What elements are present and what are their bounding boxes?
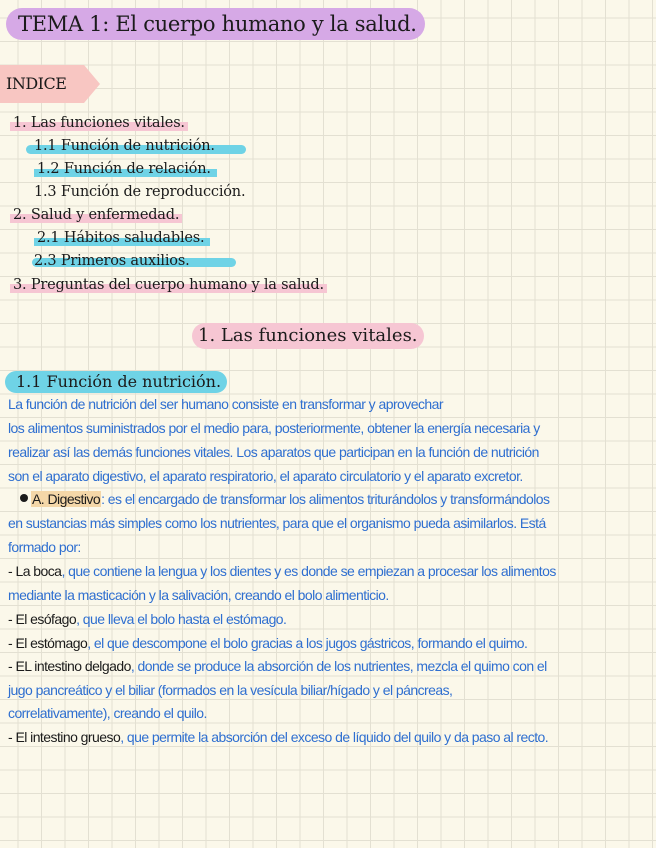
toc-item-2-3: 2.3 Primeros auxilios. <box>34 253 190 269</box>
intro-line: realizar así las demás funciones vitales. Los aparatos que participan en la función de nutrición <box>8 444 539 460</box>
toc-item-2: 2. Salud y enfermedad. <box>10 205 182 225</box>
organ-intestino-delgado: - EL intestino delgado, donde se produce la absorción de los nutrientes, mezcla el quimo con el <box>8 658 547 674</box>
organ-estomago: - El estómago, el que descompone el bolo gracias a los jugos gástricos, formando el quimo. <box>8 635 528 651</box>
page-title: TEMA 1: El cuerpo humano y la salud. <box>6 8 425 40</box>
digestivo-line: formado por: <box>8 539 81 555</box>
toc-item-1-1: 1.1 Función de nutrición. <box>34 138 215 154</box>
toc-item-2-1: 2.1 Hábitos saludables. <box>34 228 210 248</box>
section-title: 1. Las funciones vitales. <box>192 323 424 349</box>
toc-item-3: 3. Preguntas del cuerpo humano y la salud. <box>10 275 327 295</box>
subsection-title: 1.1 Función de nutrición. <box>5 371 227 393</box>
digestivo-term: A. Digestivo <box>32 491 101 507</box>
intro-line: son el aparato digestivo, el aparato respiratorio, el aparato circulatorio y el aparato excretor. <box>8 468 523 484</box>
organ-intestino-grueso: - El intestino grueso, que permite la absorción del exceso de líquido del quilo y da paso al recto. <box>8 729 549 745</box>
digestivo-line: A. Digestivo: es el encargado de transformar los alimentos triturándolos y transformándolos <box>32 491 550 507</box>
intro-line: La función de nutrición del ser humano consiste en transformar y aprovechar <box>8 396 444 412</box>
organ-boca: - La boca, que contiene la lengua y los dientes y es donde se empiezan a procesar los alimentos <box>8 563 556 579</box>
organ-intestino-delgado-cont: jugo pancreático y el biliar (formados en la vesícula biliar/hígado y el páncreas, <box>8 682 453 698</box>
toc-item-1-2: 1.2 Función de relación. <box>34 159 217 179</box>
toc-item-1-3: 1.3 Función de reproducción. <box>34 184 246 200</box>
digestivo-line: en sustancias más simples como los nutrientes, para que el organismo pueda asimilarlos. Está <box>8 515 546 531</box>
organ-boca-cont: mediante la masticación y la salivación, creando el bolo alimenticio. <box>8 587 389 603</box>
toc-item-1: 1. Las funciones vitales. <box>10 113 188 133</box>
indice-label: INDICE <box>6 74 67 93</box>
organ-esofago: - El esófago, que lleva el bolo hasta el estómago. <box>8 611 287 627</box>
intro-line: los alimentos suministrados por el medio para, posteriormente, obtener la energía necesaria y <box>8 420 540 436</box>
bullet-icon <box>20 494 28 502</box>
organ-intestino-delgado-cont: correlativamente), creando el quilo. <box>8 705 207 721</box>
